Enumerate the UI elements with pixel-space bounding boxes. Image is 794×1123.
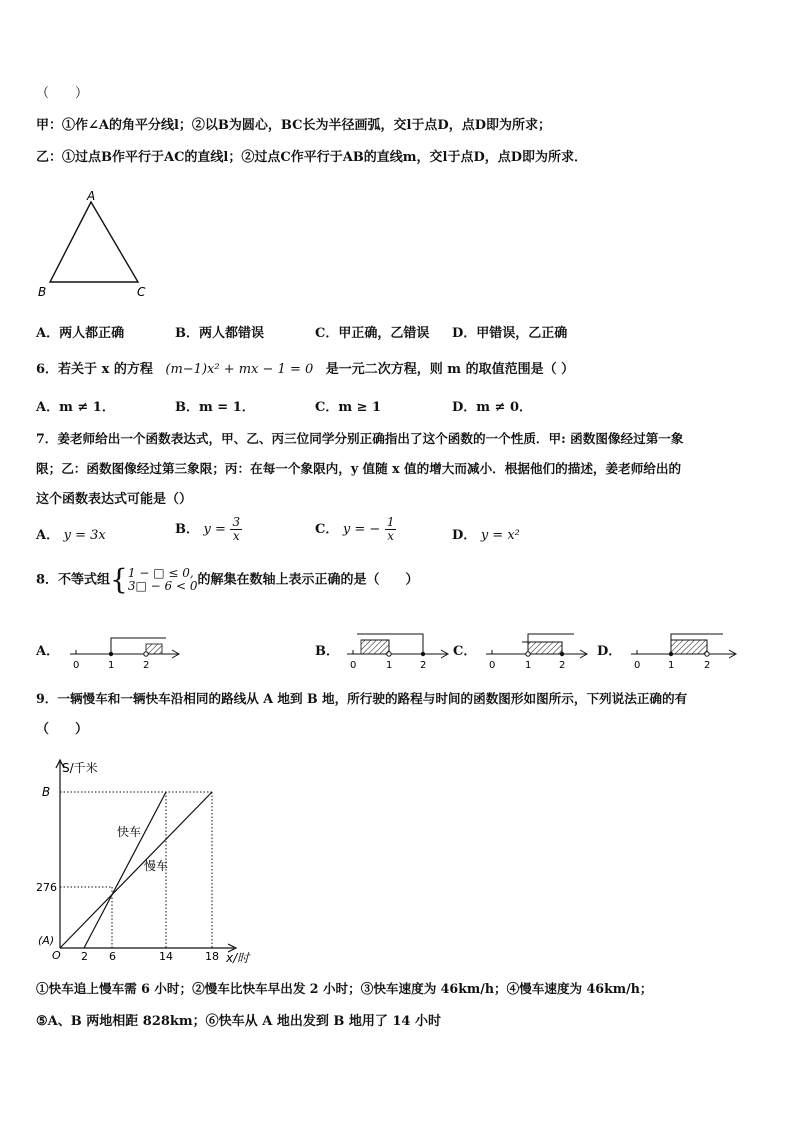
q7-option-c-fraction bbox=[385, 516, 397, 543]
q8-option-d-numberline[interactable] bbox=[627, 628, 743, 672]
q7-option-b-fraction bbox=[230, 516, 242, 543]
tick-1: 1 bbox=[386, 660, 393, 671]
q7-option-d-label: D． bbox=[452, 528, 477, 543]
x-tick-14: 14 bbox=[159, 950, 173, 963]
tick-2: 2 bbox=[143, 660, 150, 671]
tick-2: 2 bbox=[420, 660, 427, 671]
q6-option-a[interactable]: A．m ≠ 1． bbox=[36, 400, 115, 415]
q5-paren: （ ） bbox=[36, 86, 89, 101]
q9-statements-line-2: ⑤A、B 两地相距 828km；⑥快车从 A 地出发到 B 地用了 14 小时 bbox=[36, 1014, 441, 1029]
q6-option-c[interactable]: C．m ≥ 1 bbox=[315, 400, 382, 415]
q6-suffix: 是一元二次方程，则 m 的取值范围是（ ） bbox=[325, 362, 575, 377]
q8-inequality-1: 1 − □ ≤ 0, bbox=[127, 566, 194, 580]
q7-option-d-expr: y = x² bbox=[480, 528, 520, 543]
y-axis-label: S/千米 bbox=[62, 761, 98, 775]
tick-0: 0 bbox=[634, 660, 641, 671]
origin-a-label: (A) bbox=[38, 934, 55, 947]
tick-0: 0 bbox=[350, 660, 357, 671]
q8-option-d-label[interactable]: D． bbox=[597, 644, 622, 659]
y-tick-276: 276 bbox=[36, 881, 57, 894]
tick-1: 1 bbox=[525, 660, 532, 671]
vertex-a-label: A bbox=[87, 189, 96, 203]
q5-option-c[interactable]: C．甲正确，乙错误 bbox=[315, 326, 430, 341]
q9-distance-time-graph bbox=[30, 756, 260, 966]
q6-option-d[interactable]: D．m ≠ 0． bbox=[452, 400, 533, 415]
q7-option-b-numerator: 3 bbox=[232, 515, 241, 529]
q7-line-3: 这个函数表达式可能是（） bbox=[36, 492, 193, 507]
q7-option-c-denominator: x bbox=[387, 529, 395, 543]
y-tick-b: B bbox=[42, 785, 51, 799]
vertex-b-label: B bbox=[38, 285, 47, 299]
triangle-abc bbox=[50, 202, 138, 282]
q7-option-a-expr: y = 3x bbox=[63, 528, 106, 543]
q8-option-b-label[interactable]: B． bbox=[315, 644, 339, 659]
tick-1: 1 bbox=[668, 660, 675, 671]
origin-label: O bbox=[52, 949, 61, 962]
x-tick-6: 6 bbox=[109, 950, 116, 963]
q7-line-1: 7．姜老师给出一个函数表达式，甲、乙、丙三位同学分别正确指出了这个函数的一个性质．甲: 函数图像经过第一象 bbox=[36, 431, 684, 446]
q7-option-a-label: A． bbox=[36, 528, 60, 543]
q7-option-d[interactable] bbox=[452, 524, 520, 543]
q7-option-b-lhs: y = bbox=[203, 522, 226, 537]
q7-option-c-lhs: y = − bbox=[342, 522, 381, 537]
q8-option-b-numberline[interactable] bbox=[343, 628, 455, 672]
tick-1: 1 bbox=[108, 660, 115, 671]
q7-option-b-denominator: x bbox=[232, 529, 240, 543]
q8-option-a-numberline[interactable] bbox=[66, 628, 186, 672]
slow-car-label: 慢车 bbox=[144, 859, 169, 873]
slow-car-line bbox=[60, 792, 212, 948]
q6-stem bbox=[36, 358, 574, 377]
q8-system bbox=[128, 567, 198, 593]
q8-inequality-2: 3□ − 6 < 0 bbox=[127, 579, 198, 593]
vertex-c-label: C bbox=[137, 285, 146, 299]
tick-2: 2 bbox=[559, 660, 566, 671]
q8-brace: { bbox=[110, 563, 128, 596]
q8-stem bbox=[36, 563, 419, 596]
q7-option-c[interactable] bbox=[315, 516, 396, 543]
triangle-abc-figure bbox=[30, 188, 160, 303]
q7-option-a[interactable] bbox=[36, 524, 106, 543]
q8-suffix: 的解集在数轴上表示正确的是（ ） bbox=[197, 572, 419, 588]
tick-0: 0 bbox=[73, 660, 80, 671]
q7-option-c-numerator: 1 bbox=[386, 515, 395, 529]
q9-paren: （ ） bbox=[36, 722, 89, 737]
q8-option-c-label[interactable]: C． bbox=[453, 644, 477, 659]
x-tick-2: 2 bbox=[81, 950, 88, 963]
q7-option-c-label: C． bbox=[315, 522, 339, 537]
q8-prefix: 8．不等式组 bbox=[36, 572, 111, 588]
x-tick-18: 18 bbox=[205, 950, 219, 963]
fast-car-label: 快车 bbox=[117, 825, 142, 839]
q5-option-b[interactable]: B．两人都错误 bbox=[175, 326, 264, 341]
q5-jia-statement: 甲：①作∠A的角平分线l；②以B为圆心，BC长为半径画弧，交l于点D，点D即为所求； bbox=[36, 118, 551, 133]
q8-option-c-numberline[interactable] bbox=[482, 628, 594, 672]
q8-option-a-label[interactable]: A． bbox=[36, 644, 60, 659]
q6-prefix: 6．若关于 x 的方程 bbox=[36, 362, 153, 377]
q5-option-d[interactable]: D．甲错误，乙正确 bbox=[452, 326, 568, 341]
tick-2: 2 bbox=[704, 660, 711, 671]
q6-equation: (m−1)x² + mx − 1 = 0 bbox=[165, 362, 314, 377]
q5-yi-statement: 乙：①过点B作平行于AC的直线l；②过点C作平行于AB的直线m，交l于点D，点D即为所求． bbox=[36, 150, 588, 165]
q5-option-a[interactable]: A．两人都正确 bbox=[36, 326, 125, 341]
q7-option-b-label: B． bbox=[175, 522, 199, 537]
tick-0: 0 bbox=[489, 660, 496, 671]
q9-stem-line-1: 9．一辆慢车和一辆快车沿相同的路线从 A 地到 B 地，所行驶的路程与时间的函数图形如图所示，下列说法正确的有 bbox=[36, 691, 688, 706]
x-axis-label: x/时 bbox=[226, 951, 250, 965]
q6-option-b[interactable]: B．m = 1． bbox=[175, 400, 255, 415]
q7-option-b[interactable] bbox=[175, 516, 242, 543]
q7-line-2: 限；乙：函数图像经过第三象限；丙：在每一个象限内，y 值随 x 值的增大而减小．根据他们的描述，姜老师给出的 bbox=[36, 461, 682, 476]
q9-statements-line-1: ①快车追上慢车需 6 小时；②慢车比快车早出发 2 小时；③快车速度为 46km/h；④慢车速度为 46km/h； bbox=[36, 981, 653, 996]
